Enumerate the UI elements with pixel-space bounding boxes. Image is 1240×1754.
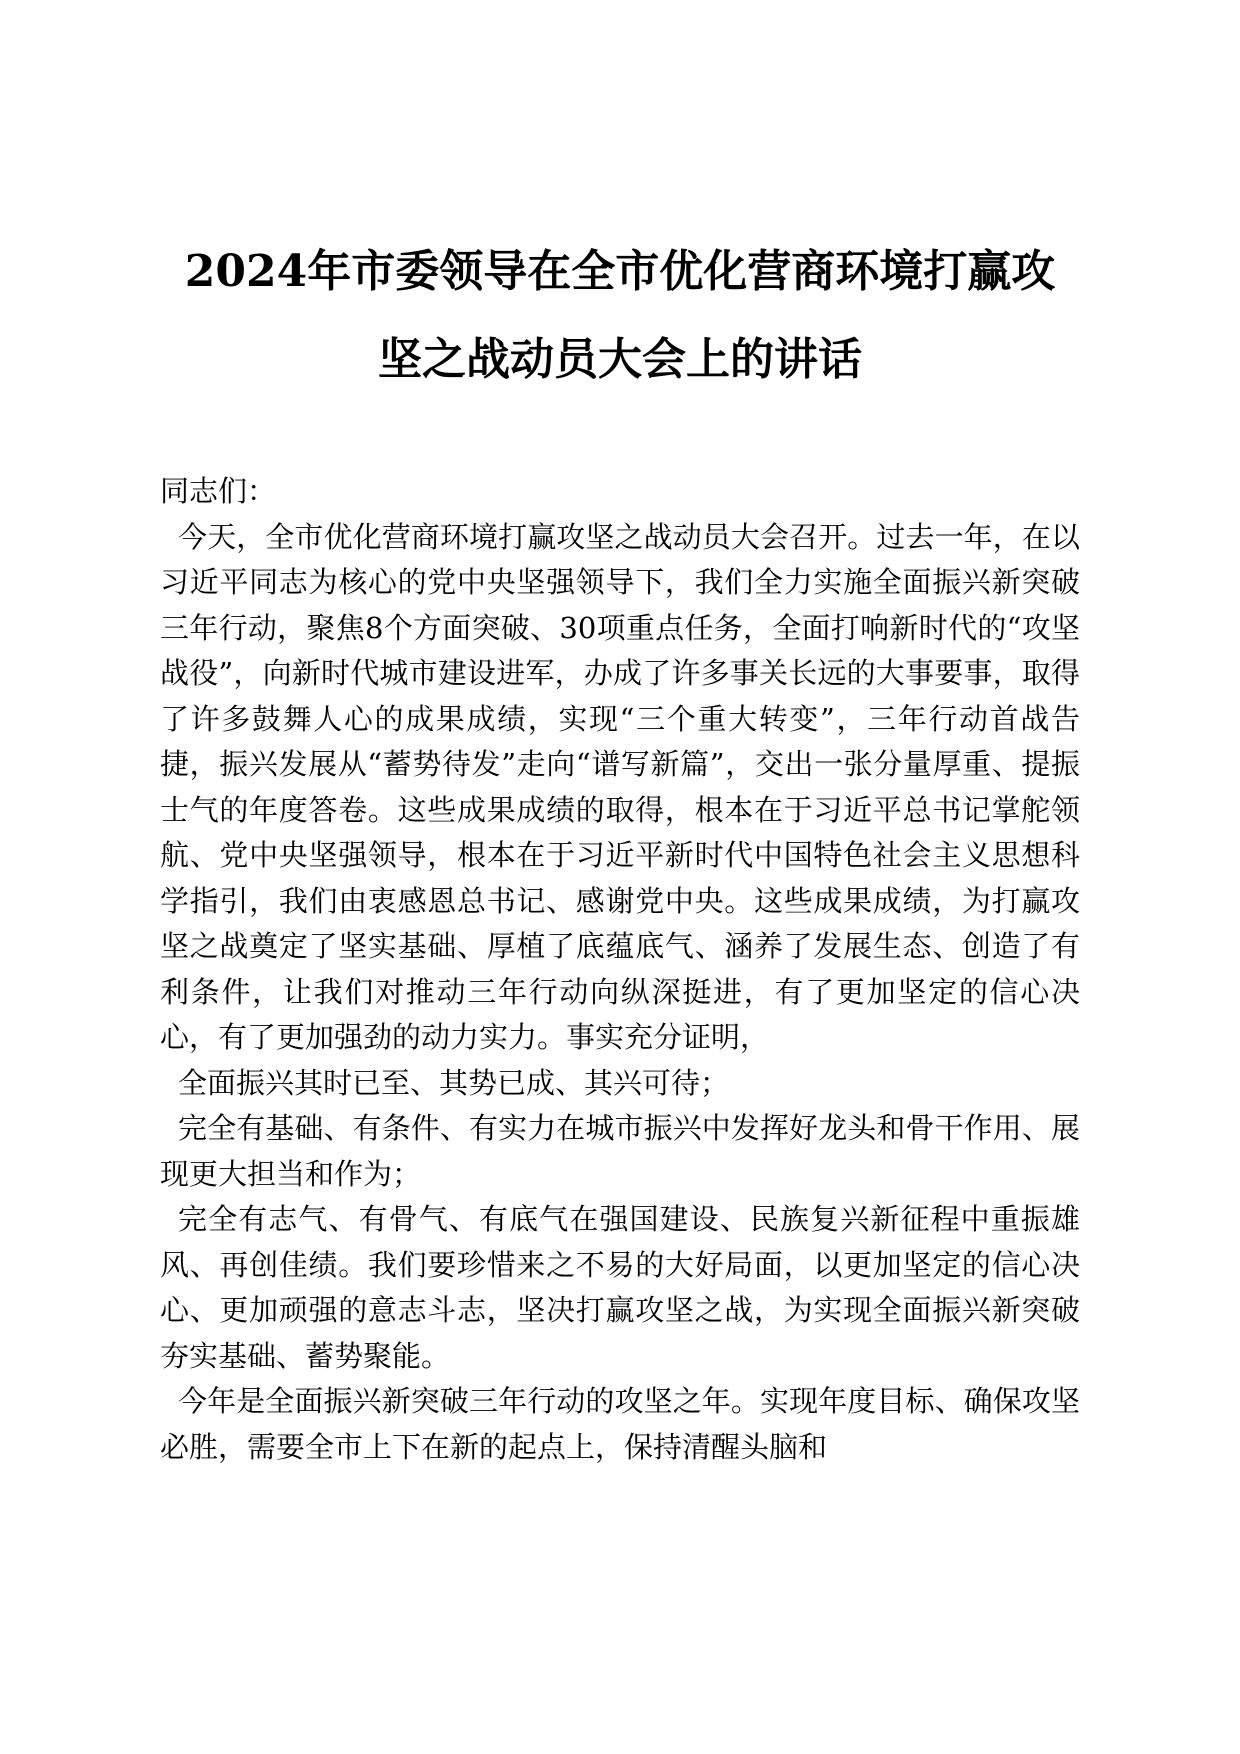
paragraph-3: 完全有基础、有条件、有实力在城市振兴中发挥好龙头和骨干作用、展现更大担当和作为； [160, 1111, 1080, 1191]
paragraph-1: 今天，全市优化营商环境打赢攻坚之战动员大会召开。过去一年，在以习近平同志为核心的党中央坚强领导下，我们全力实施全面振兴新突破三年行动，聚焦8个方面突破、30项重点任务，全面打响新时代的“攻坚战役”，向新时代城市建设进军，办成了许多事关长远的大事要事，取得了许多鼓舞人心的成果成绩，实现“三个重大转变”，三年行动首战告捷，振兴发展从“蓄势待发”走向“谱写新篇”，交出一张分量厚重、提振士气的年度答卷。这些成果成绩的取得，根本在于习近平总书记掌舵领航、党中央坚强领导，根本在于习近平新时代中国特色社会主义思想科学指引，我们由衷感恩总书记、感谢党中央。这些成果成绩，为打赢攻坚之战奠定了坚实基础、厚植了底蕴底气、涵养了发展生态、创造了有利条件，让我们对推动三年行动向纵深挺进，有了更加坚定的信心决心，有了更加强劲的动力实力。事实充分证明， [160, 519, 1080, 1054]
document-title [150, 228, 1090, 404]
paragraph-4: 完全有志气、有骨气、有底气在强国建设、民族复兴新征程中重振雄风、再创佳绩。我们要珍惜来之不易的大好局面，以更加坚定的信心决心、更加顽强的意志斗志，坚决打赢攻坚之战，为实现全面振兴新突破夯实基础、蓄势聚能。 [160, 1202, 1080, 1373]
title-line-1: 2024年市委领导在全市优化营商环境打赢攻 [184, 246, 1056, 297]
paragraph-5: 今年是全面振兴新突破三年行动的攻坚之年。实现年度目标、确保攻坚必胜，需要全市上下在新的起点上，保持清醒头脑和 [160, 1384, 1080, 1464]
paragraph-2: 全面振兴其时已至、其势已成、其兴可待； [178, 1065, 730, 1100]
title-line-2: 坚之战动员大会上的讲话 [378, 334, 862, 385]
document-body [160, 469, 1080, 1470]
salutation: 同志们： [160, 474, 277, 508]
